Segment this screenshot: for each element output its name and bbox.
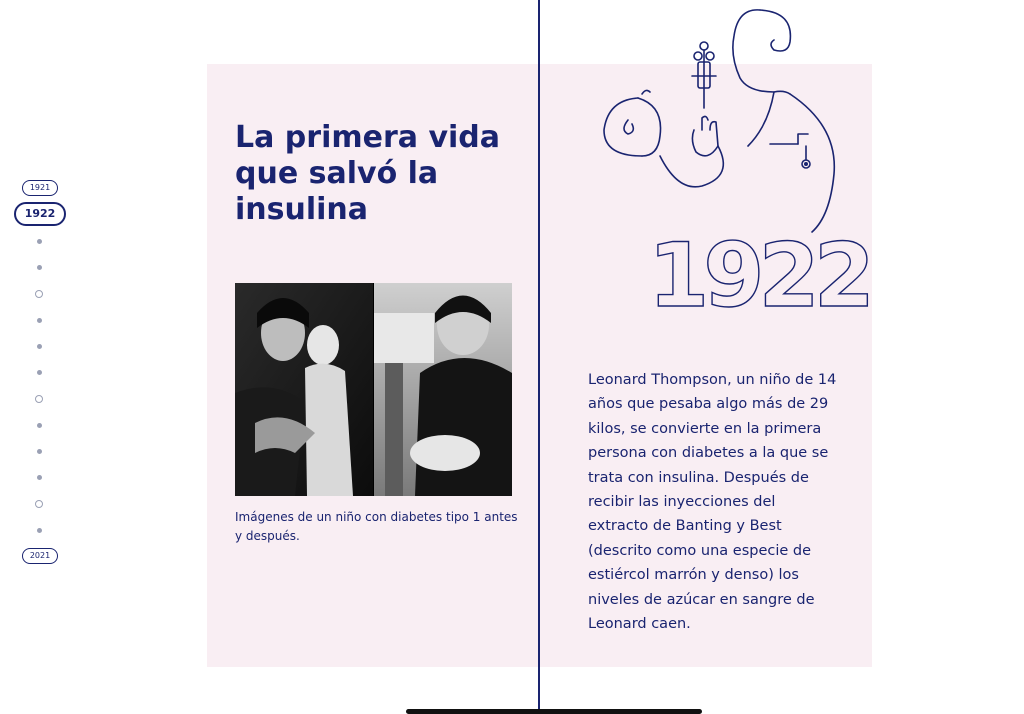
timeline-ring[interactable]: [35, 500, 43, 508]
historical-photo: [235, 283, 512, 496]
timeline-dot[interactable]: [37, 528, 42, 533]
photo-icon: [235, 283, 512, 496]
timeline-dot[interactable]: [37, 370, 42, 375]
timeline-dot[interactable]: [37, 449, 42, 454]
medical-line-illustration-icon: [598, 6, 848, 234]
timeline-dot[interactable]: [37, 239, 42, 244]
timeline-dot[interactable]: [37, 265, 42, 270]
year-display: [648, 224, 869, 327]
photo-caption: Imágenes de un niño con diabetes tipo 1 antes y después.: [235, 510, 518, 543]
timeline-nav: [0, 0, 80, 714]
article-body: Leonard Thompson, un niño de 14 años que pesaba algo más de 29 kilos, se convierte en la primera persona con diabetes a la que se trata con insulina. Después de recibir las inyecciones del extracto de Banting y Best (descrito como una especie de estiércol marrón y denso) los niveles de azúcar en sangre de Leonard caen.: [588, 372, 837, 633]
timeline-divider-line: [538, 0, 540, 714]
timeline-dot[interactable]: [37, 318, 42, 323]
timeline-ring[interactable]: [35, 290, 43, 298]
timeline-ring[interactable]: [35, 395, 43, 403]
timeline-dot[interactable]: [37, 423, 42, 428]
timeline-dot[interactable]: [37, 344, 42, 349]
timeline-year-1921[interactable]: 1921: [22, 180, 58, 196]
timeline-dot[interactable]: [37, 475, 42, 480]
timeline-year-1922-active[interactable]: 1922: [14, 202, 66, 226]
home-indicator[interactable]: [406, 709, 702, 714]
timeline-year-2021[interactable]: 2021: [22, 548, 58, 564]
year-outline-text: 1922: [648, 224, 869, 327]
page-title: La primera vida que salvó la insulina: [235, 120, 501, 227]
